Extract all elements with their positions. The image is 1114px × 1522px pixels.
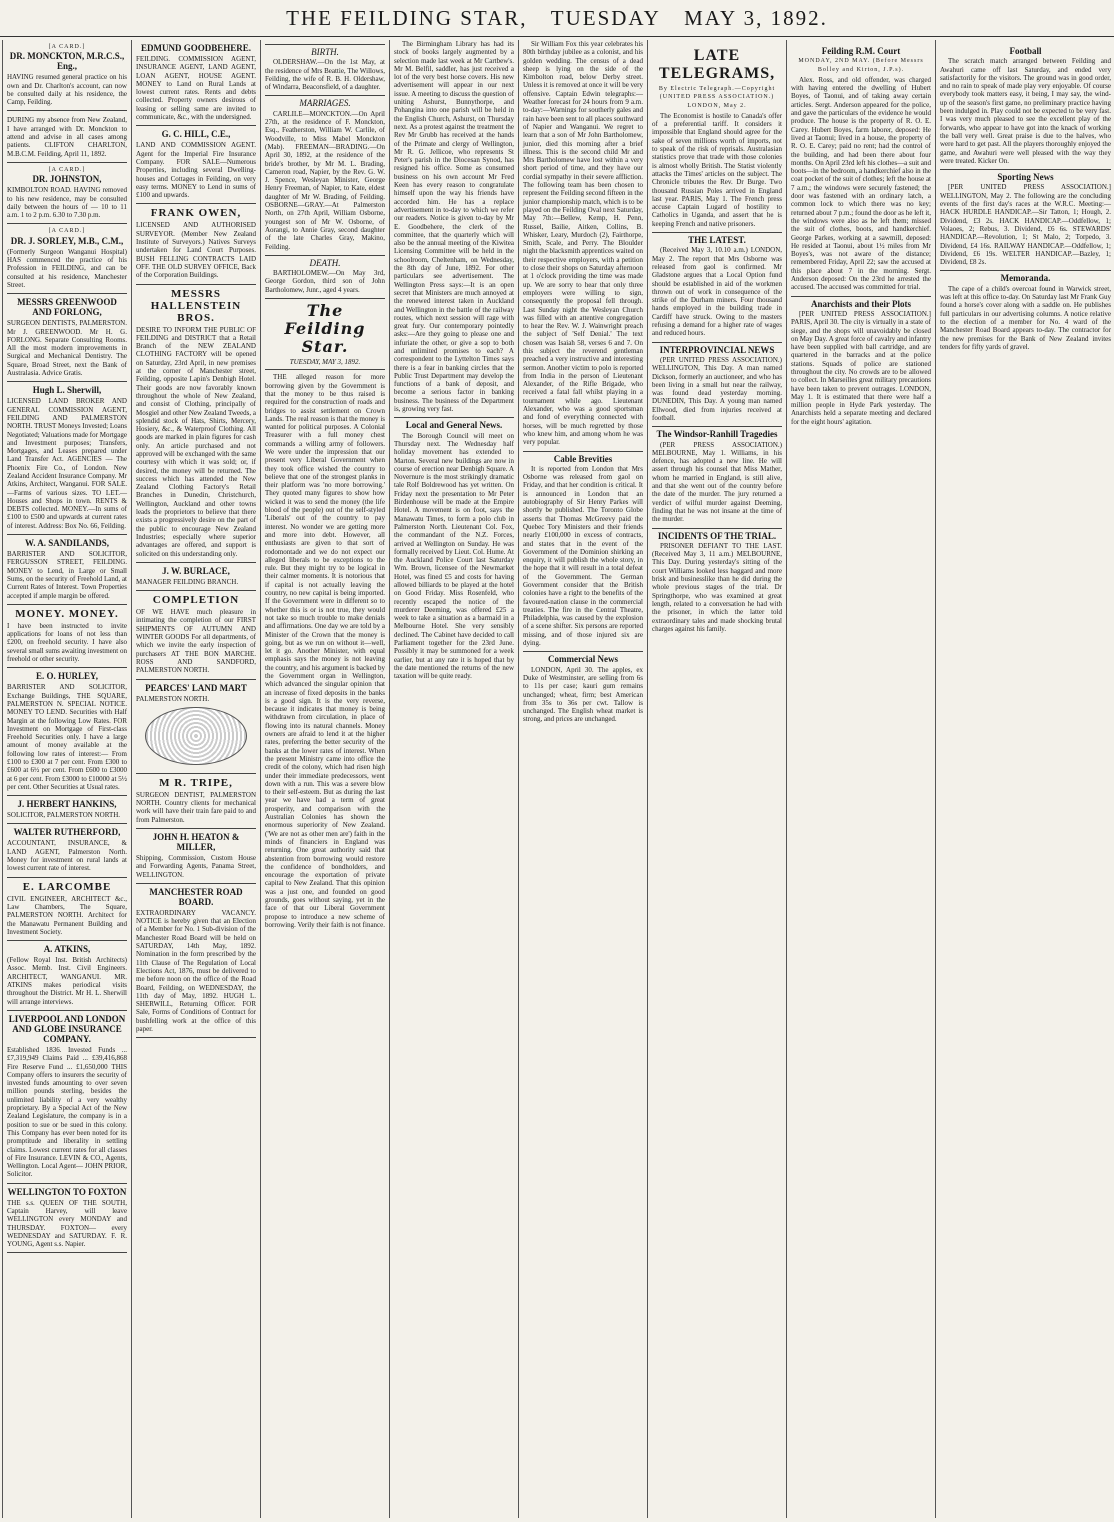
editorial-title: The Feilding Star. — [265, 298, 385, 356]
anarchists-text: [PER UNITED PRESS ASSOCIATION.] PARIS, April 30. The city is virtually in a state of siege, and the shops will unavoidably be closed on May Day. A great force of cavalry and infantry have been supplied with ball cartridge, and are quartered in the barracks and at the police stations. Squads of police are stationed throughout the city. No crowds are to be allowed to collect. In Marseilles great military precautions have been taken to prevent outrages. LONDON, May 1. It is estimated that there were half a million people in Hyde Park yesterday. The Anarchists held a separate meeting and declared for the eight hours' agitation. — [791, 309, 931, 426]
interprovincial-text: (PER UNITED PRESS ASSOCIATION.) WELLINGTON, This Day. A man named Dickson, formerly an auctioneer, and who has been living in a small hut near the railway, was found dead yesterday morning. DUNEDIN, This Day. A young man named Ellwood, died from injuries received at football. — [652, 355, 782, 422]
ad-name: G. C. HILL, C.E., — [161, 129, 231, 140]
births-text: OLDERSHAW.—On the 1st May, at the residence of Mrs Beattie, The Willows, Feilding, the wife of R. B. H. Oldershaw, of Windarra, Beaconsfield, of a daughter. — [265, 58, 385, 92]
column-1 — [2, 40, 131, 1518]
ad-body: HAVING resumed general practice on his own and Dr. Charlton's account, can now be consulted daily at his residence, the Camp, Feilding. — [7, 73, 127, 107]
football-heading: Football — [1009, 46, 1042, 56]
masthead-day: TUESDAY — [550, 6, 661, 30]
ad-label: [A CARD.] — [48, 166, 86, 173]
anarchists-heading: Anarchists and their Plots — [791, 296, 931, 308]
ad-name: DR. JOHNSTON, — [32, 174, 102, 185]
marriages-heading: MARRIAGES. — [265, 95, 385, 107]
memoranda-text: The cape of a child's overcoat found in Warwick street, was left at this office to-day. On Saturday last Mr Frank Guy found a horse's cover along with a saddle on. He publishes full particulars in our advertising columns. A notice relative to the election of a member for No. 4 ward of the Manchester Road Board appears to-day. The contractor for the new premises for the Bank of New Zealand invites tenders for fifty yards of gravel. — [940, 284, 1111, 351]
leader-article: THE alleged reason for more borrowing given by the Government is that the money to be thus raised is required for the construction of roads and bridges to assist settlement on Crown Lands. The real reason is that the money is wanted for political purposes. A Colonial Treasurer with a full money chest commands a willing army of followers. We were under the impression that our present very Liberal Government when they took office wished the country to believe that one of the strongest planks in their platform was 'no more borrowing.' They quoted many figures to show how wicked it was to send the money (the life blood of the people) out of the self-styled 'Liberals' out of the country to pay interest. No wonder we are getting more and more into debt. However, all enthusiasts are given to that sort of rodomontade and we do not expect our alleged liberals to be exceptions to the rule. But they might try to be logical in their calmer moments. It is notorious that if capital is not actually leaving the country, no new capital is being imported. If the Government were in different so to whether this is or is not true, they would not take so much trouble to make denials and affirmations. One day we are told by a Minister of the Crown that the money is going, but as we run on without it—well, let it go. Another Minister, with equal emphasis says the money is not leaving the country, and his argument is backed by the Government organ in Wellington, which advanced the singular opinion that an increase of fixed deposits in the banks is a good sign. It is the very reverse, because it indicates that money is being withdrawn from circulation, in place of flowing into its natural channels. Money owners are afraid to lend it at the higher rates, preferring the better security of the banks at the lower rates of interest. When the present Ministry came into office the credit of the colony, which had risen high under their immediate predecessors, went down with a run. This was a severe blow to their self-esteem. But as during the last year we have had a term of great prosperity, and comparison with the Australian Colonies has shown the enormous superiority of New Zealand. ('We are not as other men are') faith in the minds of financiers in England was returning. One great authority said that abstention from borrowing would restore the confidence of bondholders, and encourage the exportation of private capital to New Zealand. That this opinion was a just one, and founded on good grounds, goes without saying, yet in the face of that our Liberal Government propose to introduce a new scheme of borrowing. Verily their faith is not finance. — [265, 373, 386, 929]
ad-body: ACCOUNTANT, INSURANCE, & LAND AGENT, Palmerston North. Money for investment on rural lands at lowest current rate of interest. — [7, 839, 127, 873]
ad-goodbehere — [136, 40, 256, 126]
column-5 — [518, 40, 647, 1518]
sporting-heading: Sporting News — [940, 169, 1111, 181]
ad-sandilands — [7, 535, 127, 605]
column-8 — [935, 40, 1114, 1518]
ad-name: W. A. SANDILANDS, — [25, 538, 109, 549]
ad-name: JOHN H. HEATON & MILLER, — [152, 832, 240, 852]
ad-bon-marche — [136, 591, 256, 679]
telegrams-text: The Economist is hostile to Canada's offer of a preferential tariff. It considers it impossible that England should agree for the sake of seven millions worth of imports, not to speak of the risk of reprisals. Australasian statistics prove that trade with those colonies is almost wholly British. The Statist violently attacks the Times' articles on the subject. The Chronicle tributes the Rev. Dr Burge. Two thousand Russian Poles arrived in England last year. PARIS, May 1. The French press accuse Captain Lugard of hostility to Catholics in Uganda, and assert that he is keeping French and native prisoners. — [652, 111, 782, 228]
ad-greenwood — [7, 294, 127, 382]
ad-name: A. ATKINS, — [43, 944, 91, 955]
ad-money — [7, 605, 127, 668]
windsor-heading: The Windsor-Ranhill Tragedies — [652, 426, 782, 438]
death-text: BARTHOLOMEW.—On May 3rd, George Gordon, third son of John Bartholomew, Junr., aged 4 years. — [265, 269, 385, 294]
rm-court-heading: Feilding R.M. Court — [821, 46, 901, 56]
ad-label: [A CARD.] — [48, 44, 86, 50]
telegram-intro: By Electric Telegraph.—Copyright (UNITED PRESS ASSOCIATION.) LONDON, May 2. — [658, 86, 776, 109]
ad-name: DR. MONCKTON, M.R.C.S., Eng., — [9, 51, 125, 72]
ad-name: E. O. HURLEY, — [36, 671, 98, 682]
news-items-2: The Borough Council will meet on Thursday next. The Wednesday half holiday movement has extended to Marton. Several new buildings are now in course of erection near Denbigh Square. A Novernure is the most strikingly dramatic tale Rolf Boldrewood has yet written. On Friday next the presentation to Mr Peter Birdenhouse will be made at the Empire Hotel. A movement is on foot, says the Manawatu Times, to form a polo club in Palmerston North. Lieutenant Col. Fox, the commandant of the N.Z. Forces, arrived at Wellington on Sunday. He was formally received by Lieut. Col. Hume. At the Auckland Police Court last Saturday Wm. Brown, licensee of the Newmarket Hotel, was fined £5 and costs for having allowed billiards to be played at the hotel on Good Friday. Miss Rosenfeld, who recently escaped the notice of the murderer Deeming, was offered £25 a week to take a situation as a barmaid in a Melbourne Hotel. She very sensibly declined. The Cabinet have decided to call Parliament together for the 23rd June. Possibly it may be summoned for a week earlier, but at any rate it is hoped that by the date mentioned the returns of the new taxation will be quite ready. — [394, 431, 514, 681]
column-7 — [786, 40, 935, 1518]
column-3 — [260, 40, 389, 1518]
ad-name: WELLINGTON TO FOXTON — [7, 1186, 127, 1197]
ad-burlace — [136, 563, 256, 591]
ad-body: CIVIL ENGINEER, ARCHITECT &c., Law Chambers, The Square, PALMERSTON NORTH. Architect for the Manawatu Permanent Building and Investment Society. — [7, 894, 127, 936]
football-text: The scratch match arranged between Feilding and Awahuri came off last Saturday, and ended very satisfactorily for the visitors. The ground was in good order, and no rain to speak of made play very enjoyable. Of course everybody took matters easy, it being, I may say, the wind-up of the season's first game, no preliminary practice having been indulged in. Play could not be expected to be very fast. I was very much pleased to see the excellent play of the forwards, who appear to have got into the knack of working the ball very well. Great praise is due to the halves, who were hard to get past. All the players thoroughly enjoyed the game, and Awahuri were well pleased with the way they were treated. Kicker On. — [940, 57, 1111, 165]
ad-name: E. LARCOMBE — [22, 880, 112, 893]
ad-road-board — [136, 884, 256, 1038]
ad-body: (Formerly Surgeon Wanganui Hospital) HAS commenced the practice of his Profession in FEILDING, and can be consulted at his residence, Manchester Street. — [7, 247, 127, 289]
ad-steamer — [7, 1184, 127, 1254]
marriages-text: CARLILE—MONCKTON.—On April 27th, at the residence of F. Monckton, Esq., Featherston, William W. Carlile, of Woodville, to Miss Mabel Monckton (Mab). FREEMAN—BRADING.—On April 30, 1892, at the residence of the bride's brother, by Mr M. L. Brading, Cameron road, Napier, by the Rev. G. W. J. Spence, Wesleyan Minister, George Henry Freeman, of Napier, to Kate, eldest daughter of Mr W. Brading, of Feilding. OSBORNE—GRAY.—At Palmerston North, on 27th April, William Osborne, youngest son of Mr W. Osborne, of Aorangi, to Annie Gray, second daughter of the late Charles Gray, Makino, Feilding. — [265, 109, 385, 251]
ad-body: Shipping, Commission, Custom House and Forwarding Agents, Panama Street, WELLINGTON. — [136, 854, 256, 879]
ad-body: THE s.s. QUEEN OF THE SOUTH, Captain Harvey, will leave WELLINGTON every MONDAY and THURSDAY. FOXTON— every WEDNESDAY and SATURDAY. F. R. YOUNG, Agent s.s. Napier. — [7, 1198, 127, 1249]
ad-body: SURGEON DENTIST, PALMERSTON NORTH. Country clients for mechanical work will have their train fare paid to and from Palmerston. — [136, 790, 256, 824]
ad-hill — [136, 126, 256, 204]
ad-tripe — [136, 774, 256, 829]
ad-body: DURING my absence from New Zealand, I have arranged with Dr. Monckton to attend and advise in all cases among patients. CLIFTON CHARLTON, M.B.C.M. Feilding, April 11, 1892. — [7, 116, 127, 158]
ad-body: BARRISTER AND SOLICITOR, Exchange Buildings, THE SQUARE, PALMERSTON N. SPECIAL NOTICE. MONEY TO LEND. Securities with Half Margin at the following Low Rates. FOR Investment on Mortgage of First-class Freehold Securities only. I have a large amount of money available at the following low rates of interest:— From £100 to £300 at 7 per cent. From £300 to £600 at 6½ per cent. From £600 to £3000 at 6 per cent. From £3000 to £10000 at 5½ per cent. Other Securities at Usual rates. — [7, 683, 127, 791]
ad-body: SOLICITOR, PALMERSTON NORTH. — [7, 811, 121, 820]
ad-name: FRANK OWEN, — [150, 207, 242, 220]
ad-name: WALTER RUTHERFORD, — [13, 827, 121, 838]
masthead-paper: THE FEILDING STAR, — [286, 6, 528, 30]
ad-name: LIVERPOOL AND LONDON AND GLOBE INSURANCE COMPANY. — [8, 1013, 126, 1044]
ad-hallenstein — [136, 285, 256, 563]
ad-body: KIMBOLTON ROAD. HAVING removed to his new residence, may be consulted daily between the hours of — 10 to 11 a.m. 1 to 2 p.m. 6.30 to 7.30 p.m. — [7, 186, 127, 220]
sporting-text: [PER UNITED PRESS ASSOCIATION.] WELLINGTON, May 2. The following are the concluding events of the first day's races at the W.R.C. Meeting:— HACK HURDLE HANDICAP.—Sir Tatton, 1; Hough, 2. Dividend, £3 2s. HACK HANDICAP.—Oddfellow, 1; Volaoes, 2; Rebus, 3. Dividend, £6 6s. STEWARDS' HANDICAP.—Revolution, 1; St Malo, 2; Torpedo, 3. Dividend, £4 16s. RAILWAY HANDICAP.—Oddfellow, 1; Dividend, £6 19s. WELTER HANDICAP.—Bazley, 1; Dividend, £8 2s. — [940, 183, 1111, 267]
ad-name: DR. J. SORLEY, M.B., C.M., — [10, 235, 124, 246]
ad-monckton — [7, 40, 127, 111]
ad-name: Hugh L. Sherwill, — [32, 385, 102, 396]
news-items-3: Sir William Fox this year celebrates his 80th birthday jubilee as a colonist, and his golden wedding. The census of a dead sheep is lying on the side of the Kimbolton road, below Derby street. Unless it is removed at once it will be very offensive. Captain Edwin telegraphs:—Weather forecast for 24 hours from 9 a.m. to-day:—Warnings for southerly gales and rain have been sent to all places southward of Napier and Wanganui. We regret to learn that a son of Mr John Bartholomew, junior, died this morning after a brief illness. This is the second child Mr and Mrs Bartholomew have lost within a very short period of time, and they have our cordial sympathy in their severe affliction. The following team has been chosen to represent the Feilding second fifteen in the junior championship match, which is to be played on the Feilding Oval next Saturday, May 7th:—Bellew, Kemp, H. Penn, Russel, Bailie, Aitken, Collins, B. Whisker, Leary, Murdoch (2), Fairthorpe, Smith, Scale, and Perry. The Bloulder night the blacksmith apprentices waited on their respective employers, with a petition to close their shops on Saturday afternoon at 1 o'clock providing the time was made up. We are sorry to hear that only three employers were willing to sign, consequently the proposal fell through. Last Sunday night the Wesleyan Church was filled with an attentive congregation to hear the Rev. W. J. Wainwright preach the subject of 'Self Denial.' The text chosen was Isaiah 58, verses 6 and 7. On this subject the reverend gentleman preached a very instructive and interesting sermon. Another victim to polo is reported from India in the person of Lieutenant Alexander, of the Rifle Brigade, who received a fatal fall whilst playing in a tournament while ago. Lieutenant Alexander, who was a good sportsman and fond of everything connected with horses, will be much regretted by those who knew him, and among whom he was very popular. — [523, 40, 643, 447]
ad-name: MESSRS HALLENSTEIN BROS. — [150, 287, 242, 324]
ad-body: MANAGER FEILDING BRANCH. — [136, 577, 239, 586]
editorial-date: TUESDAY, MAY 3, 1892. — [289, 358, 361, 367]
ad-body: LICENSED LAND BROKER AND GENERAL COMMISSION AGENT, FEILDING AND PALMERSTON NORTH. TRUST Moneys Invested; Loans Negotiated; Valuations made for Mortgage and Investment purposes; Transfers, Mortgages, and Leases prepared under Land Transfer Act. AGENCIES — The Phoenix Fire Co., of London. New Zealand Accident Insurance Company. Mr Atkins, Architect, Wanganui. FOR SALE.—Farms of various sizes. TO LET.—Houses and Shops in town. RENTS & DEBTS collected. MONEY.—In sums of £100 to £500 and upwards at current rates of interest. Address: Box No. 66, Feilding. — [7, 397, 127, 530]
ad-name: M R. TRIPE, — [159, 776, 233, 789]
ornament-engraving — [145, 707, 247, 765]
ad-larcombe — [7, 878, 127, 941]
rm-court-text: Alex. Ross, and old offender, was charged with having entered the dwelling of Hubert Boyes, of Taonui, and of taking away certain articles. Sergt. Anderson appeared for the police, and gave the particulars of the evidence he would produce. The house is the property of R. O. E. Carey. Hubert Boyes, farm laborer, deposed: He lived at Taonui; lived in a house, the property of R. O. E. Carey; paid no rent; had the control of the building, and had been there about four months. On April 23rd left his clothes—a suit and boots—in the bedroom, a handkerchief also in the coat pocket of the suit of clothes; left the house at 7 a.m.; the windows were securely fastened; the door was fastened with an ordinary latch, a common lock to which there was no key; returned about 7 p.m.; found the door as he left it, the windows were also as he left them; missed the suit of clothes, boots, and handkerchief. George Parkes, working at a sawmill, deposed: He resided at Taonui, about 1½ miles from Mr Boyes's, was not aware of the distance; remembered Friday, April 22; saw the accused at this place about 7 in the morning. Sergt. Anderson deposed: On the 23rd he arrested the accused. The accused was committed for trial. — [791, 75, 931, 292]
ad-sherwill — [7, 382, 127, 535]
incidents-heading: INCIDENTS OF THE TRIAL. — [652, 528, 782, 540]
interprovincial-heading: INTERPROVINCIAL NEWS — [652, 342, 782, 354]
ad-body: I have been instructed to invite applications for loans of not less than £200, on freehold security. I have also several small sums awaiting investment on freehold or other security. — [7, 621, 127, 664]
ad-body: SURGEON DENTISTS, PALMERSTON. Mr J. GREENWOOD. Mr H. G. FORLONG. Separate Consulting Rooms. All the most modern improvements in Surgical and Mechanical Dentistry. The Square, Broad Street, next the Bank of Australasia. Advice Gratis. — [7, 319, 127, 378]
ad-body: LAND AND COMMISSION AGENT. Agent for the Imperial Fire Insurance Company. FOR SALE—Numerous Properties, including several Dwelling-houses and Cottages in Feilding, on very easy terms. MONEY to Lend in sums of £100 and upwards. — [136, 141, 256, 200]
cable-text: It is reported from London that Mrs Osborne was released from gaol on Friday, and that her condition is critical. It is announced in London that an autobiography of Sir Henry Parkes will shortly be published. The Toronto Globe asserts that Thomas McGreevy paid the Quebec Tory Ministers and their friends nearly £100,000 in excess of contracts, and states that in the event of the Government of the Dominion shirking an enquiry, it will publish the whole story, in the hope that it will result in a total defeat of the Government. The German Government consider that the British colonies have a right to the benefits of the favoured-nation clause in the commercial treaties. The fire in the Central Theatre, Philadelphia, was caused by the explosion of a scene shifter. Six persons are reported missing, and of those injured six are dying. — [523, 464, 643, 648]
ad-owen — [136, 204, 256, 284]
ad-body: DESIRE TO INFORM THE PUBLIC OF FEILDING and DISTRICT that a Retail Branch of the NEW ZEALAND CLOTHING FACTORY will be opened on Saturday, 23rd April, in new premises at the corner of Manchester street, Feilding, opposite Lapin's Denbigh Hotel. Their goods are now favorably known throughout the whole of New Zealand, and consist of Clothing, principally of Mosgiel and other New Zealand Tweeds, a splendid stock of Hats, Shirts, Mercery, Hosiery, &c., & Waterproof Clothing. All goods are marked in plain figures for cash only. An article purchased and not approved will be exchanged with the same courtesy with which it was sold; or, if desired, the money will be returned. The success which has attended the New Zealand Clothing Factory's Retail Branches in Dunedin, Christchurch, Wellington, Auckland and other towns leads the proprietors to believe that there exists a progressively desire on the part of the public to encourage New Zealand Industries; especially where superior advantages are offered, and support is solicited on this understanding only. — [136, 325, 256, 558]
ad-body: PALMERSTON NORTH. — [136, 694, 210, 703]
column-2 — [131, 40, 260, 1518]
column-4 — [389, 40, 518, 1518]
ad-liverpool-insurance — [7, 1011, 127, 1184]
memoranda-heading: Memoranda. — [940, 270, 1111, 282]
rm-court-intro: MONDAY, 2ND MAY. (Before Messrs Bolley and Kirton, J.P.s). — [798, 58, 924, 73]
column-6 — [647, 40, 786, 1518]
ad-name: MESSRS GREENWOOD AND FORLONG, — [17, 297, 117, 318]
ad-charlton — [7, 111, 127, 162]
latest-heading: THE LATEST. — [652, 232, 782, 244]
windsor-text: (PER PRESS ASSOCIATION.) MELBOURNE, May 1. Williams, in his defence, has adopted a new line. He will assert through his counsel that Miss Mather, whom he married in England, is still alive, and that she went out of the country before the date of the murder. The jury returned a verdict of wilful murder against Deeming, finding that he was not insane at the time of the murder. — [652, 440, 782, 524]
ad-name: EDMUND GOODBEHERE. — [140, 43, 251, 53]
ad-johnston — [7, 163, 127, 224]
ad-rutherford — [7, 824, 127, 877]
masthead-date: MAY 3, 1892. — [684, 6, 828, 30]
births-heading: BIRTH. — [265, 44, 385, 56]
ad-body: LICENSED AND AUTHORISED SURVEYOR. (Member New Zealand Institute of Surveyors.) Natives Surveys undertaken for Land Court Purposes. BUSH FELLING CONTRACTS LAID OFF. THE OLD SURVEY OFFICE, Back of the Corporation Buildings. — [136, 221, 256, 280]
ad-label: [A CARD.] — [48, 228, 86, 235]
ad-heaton — [136, 829, 256, 884]
ad-body: FEILDING. COMMISSION AGENT, INSURANCE AGENT, LAND AGENT, LOAN AGENT, HOUSE AGENT. MONEY to Land on Rural Lands at lowest current rates. Rents and debts collected. Property owners desirous of leasing or selling same are invited to communicate, &c., with the undersigned. — [136, 55, 256, 122]
ad-name: J. W. BURLACE, — [162, 565, 230, 576]
ad-name: PEARCES' LAND MART — [145, 682, 247, 693]
ad-body: BARRISTER AND SOLICITOR, FERGUSSON STREET, FEILDING. MONEY to Lend, in Large or Small Sums, on the security of Freehold Land, at Current Rates of Interest. Town Properties accepted if ample margin be offered. — [7, 550, 127, 600]
ad-atkins — [7, 941, 127, 1011]
ad-body: (Fellow Royal Inst. British Architects) Assoc. Memb. Inst. Civil Engineers. ARCHITECT, WANGANUI. MR. ATKINS makes periodical visits throughout the District. Mr H. L. Sherwill will arrange interviews. — [7, 956, 127, 1006]
ad-pearces — [136, 680, 256, 774]
late-telegrams-heading: LATE TELEGRAMS, — [658, 47, 776, 82]
ad-hurley — [7, 668, 127, 796]
ad-name: J. HERBERT HANKINS, — [17, 799, 117, 810]
incidents-text: PRISONER DEFIANT TO THE LAST. (Received May 3, 11 a.m.) MELBOURNE, This Day. During yesterday's sitting of the court Williams looked less haggard and more brisk and businesslike than he did during the whole previous stages of the trial. Dr Springthorpe, who was examined at great length, related to a conversation he had with the prisoner, in which the latter told extraordinary tales and made shocking brutal charges against his family. — [652, 541, 782, 633]
cable-heading: Cable Brevities — [523, 451, 643, 463]
death-heading: DEATH. — [265, 255, 385, 267]
commercial-text: LONDON, April 30. The apples, ex Duke of Westminster, are selling from 6s to 11s per case; kauri gum remains unchanged; wheat, firm; best American from 35s to 36s per cwt. Tallow is unchanged. The English wheat market is strong, and prices are unchanged. — [523, 665, 643, 724]
commercial-heading: Commercial News — [523, 651, 643, 663]
latest-text: (Received May 3, 10.10 a.m.) LONDON, May 2. The report that Mrs Osborne was released from gaol is confirmed. Mr Gladstone argues that a Local Option fund should be established in aid of the workmen thrown out of work in consequence of the strike of the Durham miners. Four thousand hands employed in the building trade in Cardiff have struck. Owing to the masters refusing a demand for a higher rate of wages and reduced hours. — [652, 246, 782, 338]
ad-body: Established 1836. Invested Funds ... £7,319,949 Claims Paid ... £39,416,868 Fire Reserve Fund ... £1,650,000 THIS Company offers to insurers the security of invested funds amounting to over seven million pounds sterling, besides the unlimited liability of a very wealthy proprietary. By a Special Act of the New Zealand Legislature, the company is in a position to sue or be sued in this colony. This Company has ever been noted for its promptitude and liberality in settling claims. Lowest current rates for all classes of Fire Insurance. LEVIN & CO., Agents, Wellington. Local Agent— JOHN PRIOR, Solicitor. — [7, 1045, 127, 1179]
ad-body: EXTRAORDINARY VACANCY. NOTICE is hereby given that an Election of a Member for No. 1 Sub-division of the Manchester Road Board will be held on SATURDAY, 14th May, 1892. Nomination in the form prescribed by the 11th Clause of The Regulation of Local Elections Act, 1876, must be delivered to me before noon on the office of the Road Board, Feilding, on WEDNESDAY, the 11th day of May, 1892. HUGH L. SHERWILL, Returning Officer. FOR Sale, Forms of Conditions of Contract for bushfelling work at the office of this paper. — [136, 908, 256, 1034]
ad-name: COMPLETION — [152, 594, 240, 607]
news-items-1: The Birmingham Library has had its stock of books largely augmented by a selection made last week at Mr Cartbew's. Mr M. Belfil, saddler, has just received a lot of the very best horse covers. His new advertisement will appear in our next issue. A meeting to discuss the question of uniting Ashurst, Bunnythorpe, and Pohangina into one parish will be held in the English Church, Ashurst, on Thursday next. As a protest against the treatment the Rev Mr Grubb has received at the hands of the Primate and clergy of Wellington, Mr R. G. Jellicoe, who represents St Peter's parish in the Diocesan Synod, has resigned his office. Some as consumed business on his own account Mr Fred Keen has every reason to congratulate himself upon the way his friends have accorded him. He has a replace advertisement in to-day to which we refer our readers. Notice is given to-day by Mr E. Goodbehere, the clerk of the committee, that the quarterly which will also be the annual meeting of the Kiwitea Licensing Committee will be held in the schoolroom, Cheltenham, on Wednesday, the 8th day of June, 1892. For other particulars see advertisement. The Wellington Press says:—It is an open secret that Ministers are much annoyed at the renewed interest taken in Auckland and Wellington in the battle of the railway routes, which next session will rage with great fury. Our contemporary pointedly asks:—Are they going to please one and infuriate the other, or give a sop to both and unlimited promises to each? A correspondent to the Lyttelton Times says there is a fear in banking circles that the Public Trust Department may develop the functions of a bank of deposit, and become a serious factor in banking business. The business of the Department is, growing very fast. — [394, 40, 514, 414]
local-news-heading: Local and General News. — [394, 417, 514, 429]
masthead — [0, 0, 1114, 37]
ad-name: MANCHESTER ROAD BOARD. — [149, 886, 243, 907]
ad-body: OF WE HAVE much pleasure in intimating the completion of our FIRST SHIPMENTS OF AUTUMN AND WINTER GOODS For all departments, of which we invite the early inspection of purchasers AT THE BON MARCHE. ROSS AND SANDFORD, PALMERSTON NORTH. — [136, 608, 256, 675]
ad-name: MONEY. MONEY. — [15, 607, 119, 620]
ad-hankins — [7, 796, 127, 824]
ad-sorley — [7, 224, 127, 294]
